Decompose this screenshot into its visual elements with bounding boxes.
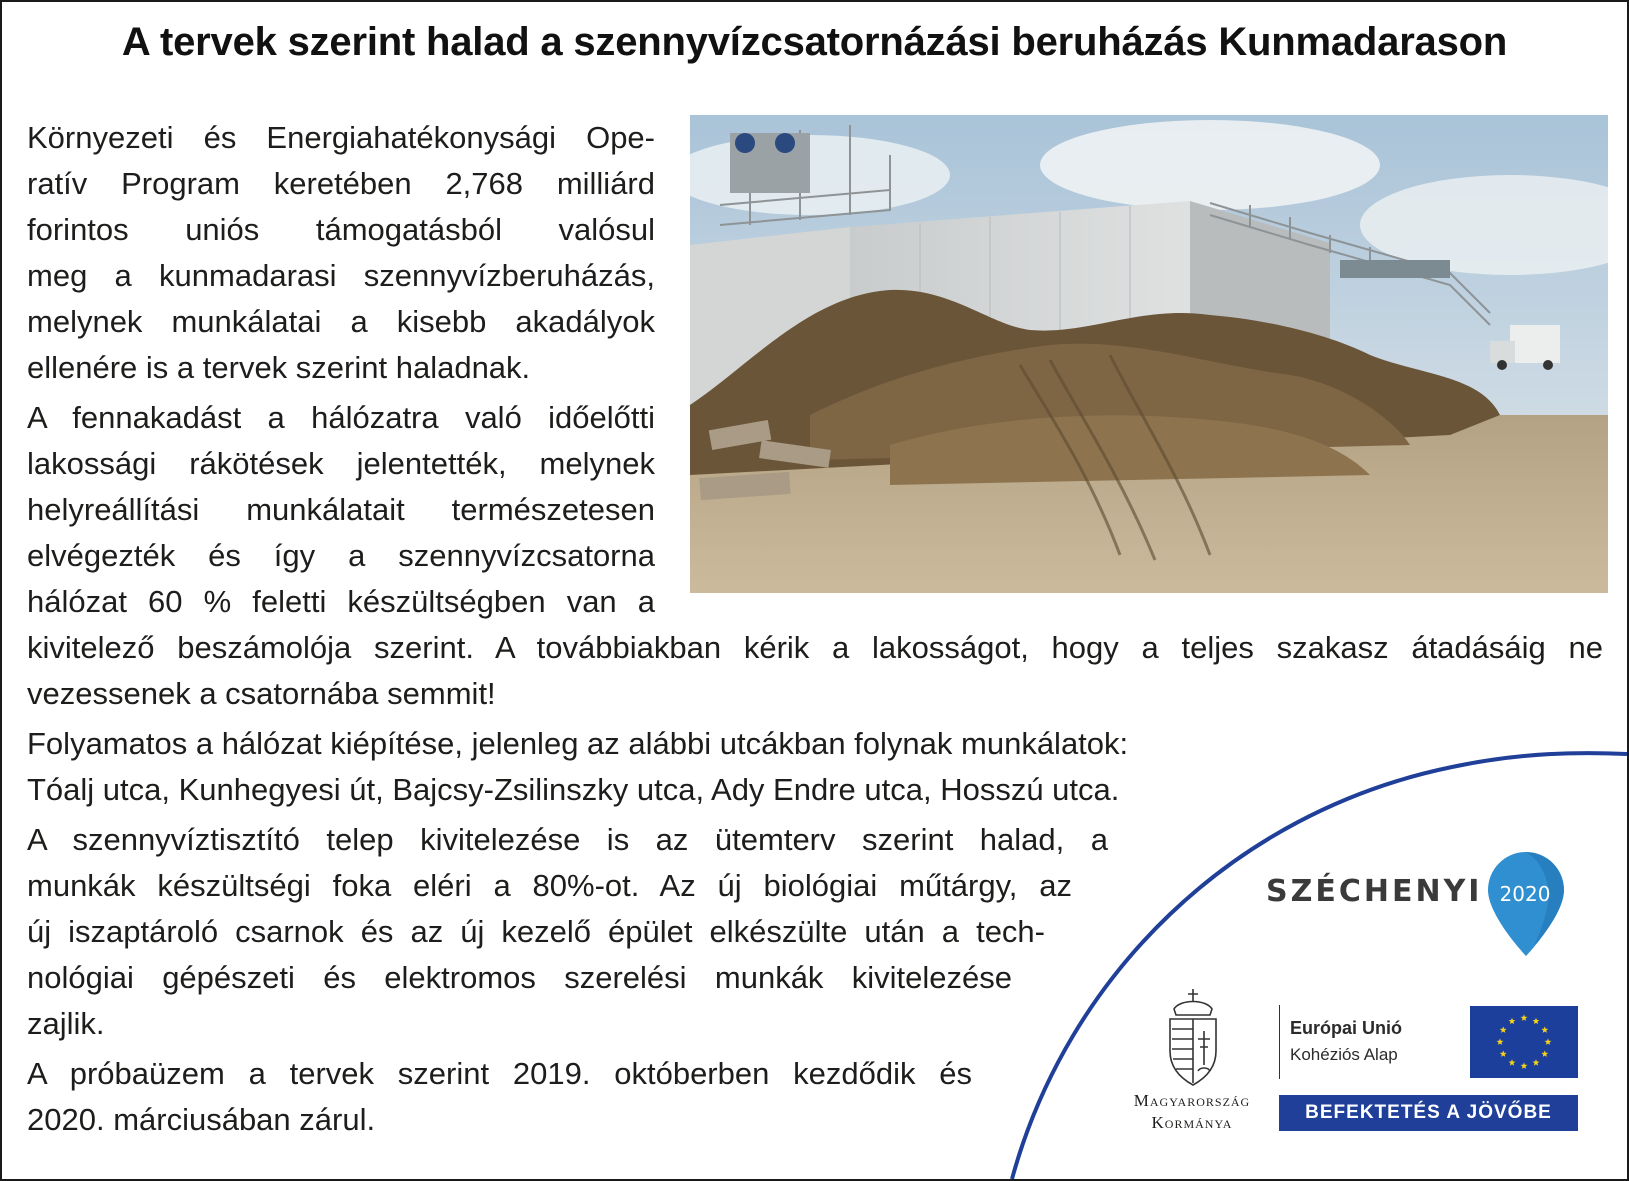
- szechenyi-year: 2020: [1499, 882, 1551, 906]
- delay-line: hálózat 60 % feletti készültségben van a: [27, 584, 655, 619]
- government-line-2: Kormánya: [1151, 1113, 1233, 1132]
- delay-line-last: vezessenek a csatornába semmit!: [27, 676, 496, 711]
- streets-line: Tóalj utca, Kunhegyesi út, Bajcsy-Zsilinszky utca, Ady Endre utca, Hosszú utca.: [27, 772, 1120, 807]
- delay-line: A fennakadást a hálózatra való időelőtti: [27, 400, 655, 435]
- intro-line: forintos uniós támogatásból valósul: [27, 212, 655, 247]
- government-label: [1102, 1090, 1282, 1134]
- headline: A tervek szerint halad a szennyvízcsatornázási beruházás Kunmadarason: [121, 20, 1508, 64]
- szechenyi-2020-logo: [1266, 850, 1566, 960]
- network-line: Folyamatos a hálózat kiépítése, jelenleg az alábbi utcákban folynak munkálatok:: [27, 726, 1129, 761]
- delay-line: lakossági rákötések jelentették, melynek: [27, 446, 655, 481]
- invest-in-future-banner: BEFEKTETÉS A JÖVŐBE: [1279, 1095, 1578, 1131]
- szechenyi-wordmark: SZÉCHENYI: [1266, 874, 1483, 909]
- intro-line-last: ellenére is a tervek szerint haladnak.: [27, 350, 531, 385]
- delay-line-full: kivitelező beszámolója szerint. A továbbiakban kérik a lakosságot, hogy a teljes szakasz átadásáig ne: [27, 630, 1603, 665]
- trial-line-last: 2020. márciusában zárul.: [27, 1102, 376, 1137]
- plant-line: A szennyvíztisztító telep kivitelezése is az ütemterv szerint halad, a: [27, 822, 1108, 857]
- government-line-1: Magyarország: [1133, 1091, 1251, 1110]
- construction-site-photo: [690, 115, 1608, 593]
- eu-flag-icon: [1470, 1006, 1578, 1078]
- plant-line: nológiai gépészeti és elektromos szerelési munkák kivitelezése: [27, 960, 1012, 995]
- delay-line: elvégezték és így a szennyvízcsatorna: [27, 538, 655, 573]
- plant-line-last: zajlik.: [27, 1006, 105, 1041]
- intro-line: ratív Program keretében 2,768 milliárd: [27, 166, 655, 201]
- hungarian-coat-of-arms-icon: [1160, 987, 1226, 1087]
- plant-line: új iszaptároló csarnok és az új kezelő épület elkészülte után a tech-: [27, 914, 1045, 949]
- delay-line: helyreállítási munkálatait természetesen: [27, 492, 655, 527]
- eu-fund: Kohéziós Alap: [1290, 1045, 1398, 1064]
- intro-line: meg a kunmadarasi szennyvízberuházás,: [27, 258, 655, 293]
- intro-line: Környezeti és Energiahatékonysági Ope-: [27, 120, 655, 155]
- eu-divider: [1279, 1005, 1280, 1079]
- plant-line: munkák készültségi foka eléri a 80%-ot. Az új biológiai műtárgy, az: [27, 868, 1072, 903]
- eu-name: Európai Unió: [1290, 1018, 1402, 1038]
- trial-line: A próbaüzem a tervek szerint 2019. októberben kezdődik és: [27, 1056, 972, 1091]
- intro-line: melynek munkálatai a kisebb akadályok: [27, 304, 655, 339]
